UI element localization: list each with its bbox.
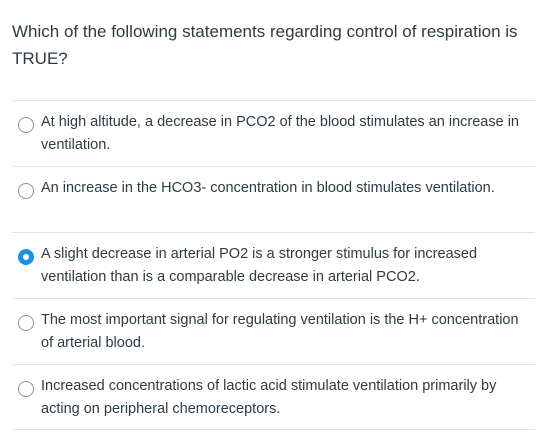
question-text: Which of the following statements regarding control of respiration is TRUE? [12, 22, 518, 68]
radio-button-3[interactable] [18, 249, 34, 265]
answer-option-5[interactable] [12, 364, 535, 430]
answer-label-5: Increased concentrations of lactic acid stimulate ventilation primarily by acting on peripheral chemoreceptors. [41, 378, 497, 417]
answer-option-4[interactable] [12, 298, 535, 364]
answer-option-2[interactable] [12, 166, 535, 232]
answer-option-3[interactable] [12, 232, 535, 298]
answer-option-1[interactable] [12, 100, 535, 166]
radio-button-2[interactable] [18, 183, 34, 199]
answer-list [12, 100, 535, 430]
answer-label-3: A slight decrease in arterial PO2 is a stronger stimulus for increased ventilation than is a comparable decrease in arterial PCO2. [41, 246, 478, 285]
answer-label-1: At high altitude, a decrease in PCO2 of the blood stimulates an increase in ventilation. [41, 114, 519, 153]
radio-button-4[interactable] [18, 315, 34, 331]
radio-button-5[interactable] [18, 381, 34, 397]
radio-button-1[interactable] [18, 117, 34, 133]
answer-label-4: The most important signal for regulating ventilation is the H+ concentration of arterial blood. [41, 312, 519, 351]
answer-label-2: An increase in the HCO3- concentration in blood stimulates ventilation. [41, 180, 495, 196]
